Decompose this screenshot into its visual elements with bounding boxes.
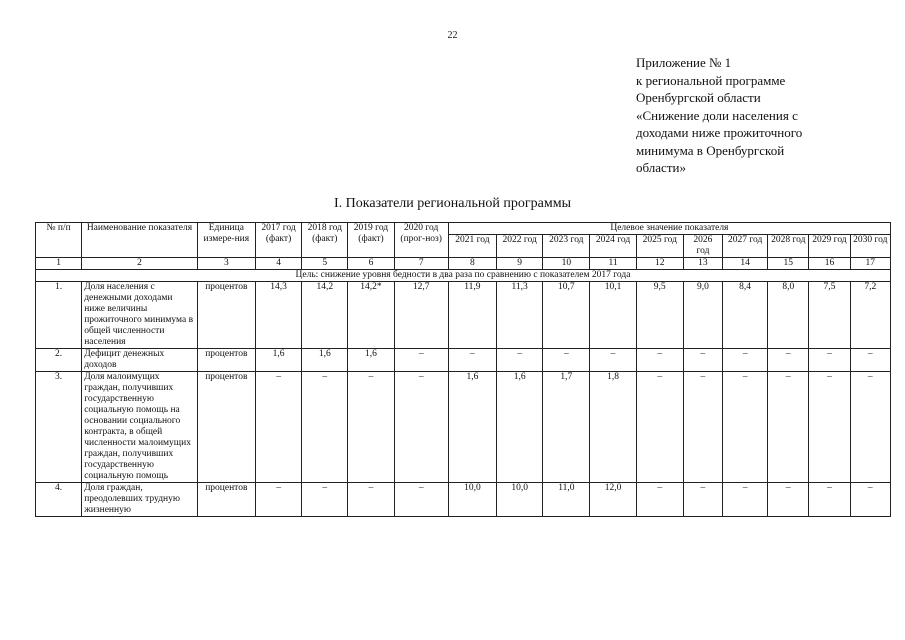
column-number-cell: 14	[723, 258, 768, 270]
indicator-value: 12,7	[394, 282, 448, 349]
indicator-value: –	[723, 349, 768, 372]
appendix-line: «Снижение доли населения с	[636, 107, 798, 123]
indicator-value: 8,4	[723, 282, 768, 349]
header-2017: 2017 год (факт)	[255, 223, 301, 258]
indicator-name: Доля малоимущих граждан, получивших государственную социальную помощь на основании социального контракта, в общей численности малоимущих граждан, получивших государственную социальную помощь	[82, 372, 198, 483]
indicator-value: –	[723, 483, 768, 517]
indicator-value: 14,2*	[348, 282, 394, 349]
column-number-cell: 3	[197, 258, 255, 270]
indicator-value: –	[809, 483, 850, 517]
column-number-cell: 16	[809, 258, 850, 270]
indicator-value: 1,6	[497, 372, 543, 483]
indicator-value: 1,6	[255, 349, 301, 372]
indicator-value: 1,6	[448, 372, 496, 483]
header-2019: 2019 год (факт)	[348, 223, 394, 258]
indicator-value: 14,3	[255, 282, 301, 349]
indicator-name: Дефицит денежных доходов	[82, 349, 198, 372]
goal-row	[36, 270, 891, 282]
column-number-cell: 12	[636, 258, 683, 270]
indicator-value: –	[768, 483, 809, 517]
column-number-cell: 8	[448, 258, 496, 270]
header-no: № п/п	[36, 223, 82, 258]
indicator-value: 1,6	[348, 349, 394, 372]
header-2020: 2020 год (прог-ноз)	[394, 223, 448, 258]
header-target-year: 2026 год	[683, 235, 722, 258]
indicator-value: –	[394, 349, 448, 372]
column-number-cell: 2	[82, 258, 198, 270]
row-number: 1.	[36, 282, 82, 349]
indicator-value: –	[302, 372, 348, 483]
indicator-value: 10,1	[590, 282, 636, 349]
indicator-value: –	[448, 349, 496, 372]
indicator-value: –	[683, 372, 722, 483]
indicator-value: –	[497, 349, 543, 372]
indicator-value: –	[683, 483, 722, 517]
indicator-value: –	[636, 349, 683, 372]
column-number-cell: 6	[348, 258, 394, 270]
indicator-value: –	[850, 372, 890, 483]
indicator-value: –	[348, 483, 394, 517]
indicator-value: –	[255, 372, 301, 483]
header-target-year: 2023 год	[543, 235, 590, 258]
indicator-value: –	[723, 372, 768, 483]
indicator-value: 9,0	[683, 282, 722, 349]
column-number-cell: 1	[36, 258, 82, 270]
indicator-value: –	[255, 483, 301, 517]
indicator-value: –	[543, 349, 590, 372]
indicator-value: –	[850, 349, 890, 372]
column-numbers-row	[36, 258, 891, 270]
appendix-line: области»	[636, 160, 686, 175]
column-number-cell: 4	[255, 258, 301, 270]
goal-text: Цель: снижение уровня бедности в два раза по сравнению с показателем 2017 года	[36, 270, 891, 282]
indicator-value: –	[850, 483, 890, 517]
column-number-cell: 5	[302, 258, 348, 270]
indicator-unit: процентов	[197, 372, 255, 483]
indicator-value: 10,0	[448, 483, 496, 517]
column-number-cell: 13	[683, 258, 722, 270]
column-number-cell: 7	[394, 258, 448, 270]
header-target-year: 2021 год	[448, 235, 496, 258]
row-number: 2.	[36, 349, 82, 372]
header-target-year: 2024 год	[590, 235, 636, 258]
page-number: 22	[447, 30, 458, 41]
row-number: 4.	[36, 483, 82, 517]
appendix-line: доходами ниже прожиточного	[636, 125, 803, 140]
column-number-cell: 15	[768, 258, 809, 270]
header-target-year: 2029 год	[809, 235, 850, 258]
indicator-value: 11,0	[543, 483, 590, 517]
header-target-year: 2025 год	[636, 235, 683, 258]
table-row	[36, 483, 891, 517]
header-name: Наименование показателя	[82, 223, 198, 258]
appendix-line: минимума в Оренбургской	[636, 142, 785, 158]
section-title: I. Показатели региональной программы	[334, 196, 571, 211]
column-number-cell: 10	[543, 258, 590, 270]
header-target-year: 2030 год	[850, 235, 890, 258]
indicator-value: 1,8	[590, 372, 636, 483]
row-number: 3.	[36, 372, 82, 483]
indicator-value: –	[768, 372, 809, 483]
indicator-value: 12,0	[590, 483, 636, 517]
indicator-value: –	[394, 372, 448, 483]
column-number-cell: 9	[497, 258, 543, 270]
indicator-value: –	[636, 372, 683, 483]
column-number-cell: 11	[590, 258, 636, 270]
header-target-year: 2022 год	[497, 235, 543, 258]
indicator-value: –	[394, 483, 448, 517]
indicator-unit: процентов	[197, 282, 255, 349]
column-number-cell: 17	[850, 258, 890, 270]
indicator-value: 10,7	[543, 282, 590, 349]
table-row	[36, 349, 891, 372]
appendix-line: Приложение № 1	[636, 55, 732, 70]
indicator-value: 11,9	[448, 282, 496, 349]
header-row	[36, 223, 891, 235]
indicator-value: 11,3	[497, 282, 543, 349]
indicator-value: 8,0	[768, 282, 809, 349]
indicator-value: 7,2	[850, 282, 890, 349]
table-row	[36, 282, 891, 349]
indicator-value: –	[768, 349, 809, 372]
indicator-value: –	[809, 349, 850, 372]
indicator-value: –	[683, 349, 722, 372]
indicator-value: –	[590, 349, 636, 372]
appendix-line: Оренбургской области	[636, 90, 761, 105]
indicators-table	[35, 222, 891, 517]
indicator-value: –	[636, 483, 683, 517]
indicator-value: –	[302, 483, 348, 517]
indicator-value: 14,2	[302, 282, 348, 349]
appendix-line: к региональной программе	[636, 72, 786, 88]
indicator-value: 1,7	[543, 372, 590, 483]
indicator-name: Доля граждан, преодолевших трудную жизненную	[82, 483, 198, 517]
indicator-unit: процентов	[197, 483, 255, 517]
indicator-value: 9,5	[636, 282, 683, 349]
indicator-unit: процентов	[197, 349, 255, 372]
header-target-year: 2028 год	[768, 235, 809, 258]
indicator-value: –	[809, 372, 850, 483]
indicator-value: 1,6	[302, 349, 348, 372]
indicator-value: 7,5	[809, 282, 850, 349]
header-target-group: Целевое значение показателя	[448, 223, 890, 235]
appendix-heading	[636, 54, 876, 177]
indicator-value: 10,0	[497, 483, 543, 517]
header-unit: Единица измере-ния	[197, 223, 255, 258]
header-target-year: 2027 год	[723, 235, 768, 258]
indicator-name: Доля населения с денежными доходами ниже величины прожиточного минимума в общей численности населения	[82, 282, 198, 349]
header-2018: 2018 год (факт)	[302, 223, 348, 258]
table-row	[36, 372, 891, 483]
indicator-value: –	[348, 372, 394, 483]
